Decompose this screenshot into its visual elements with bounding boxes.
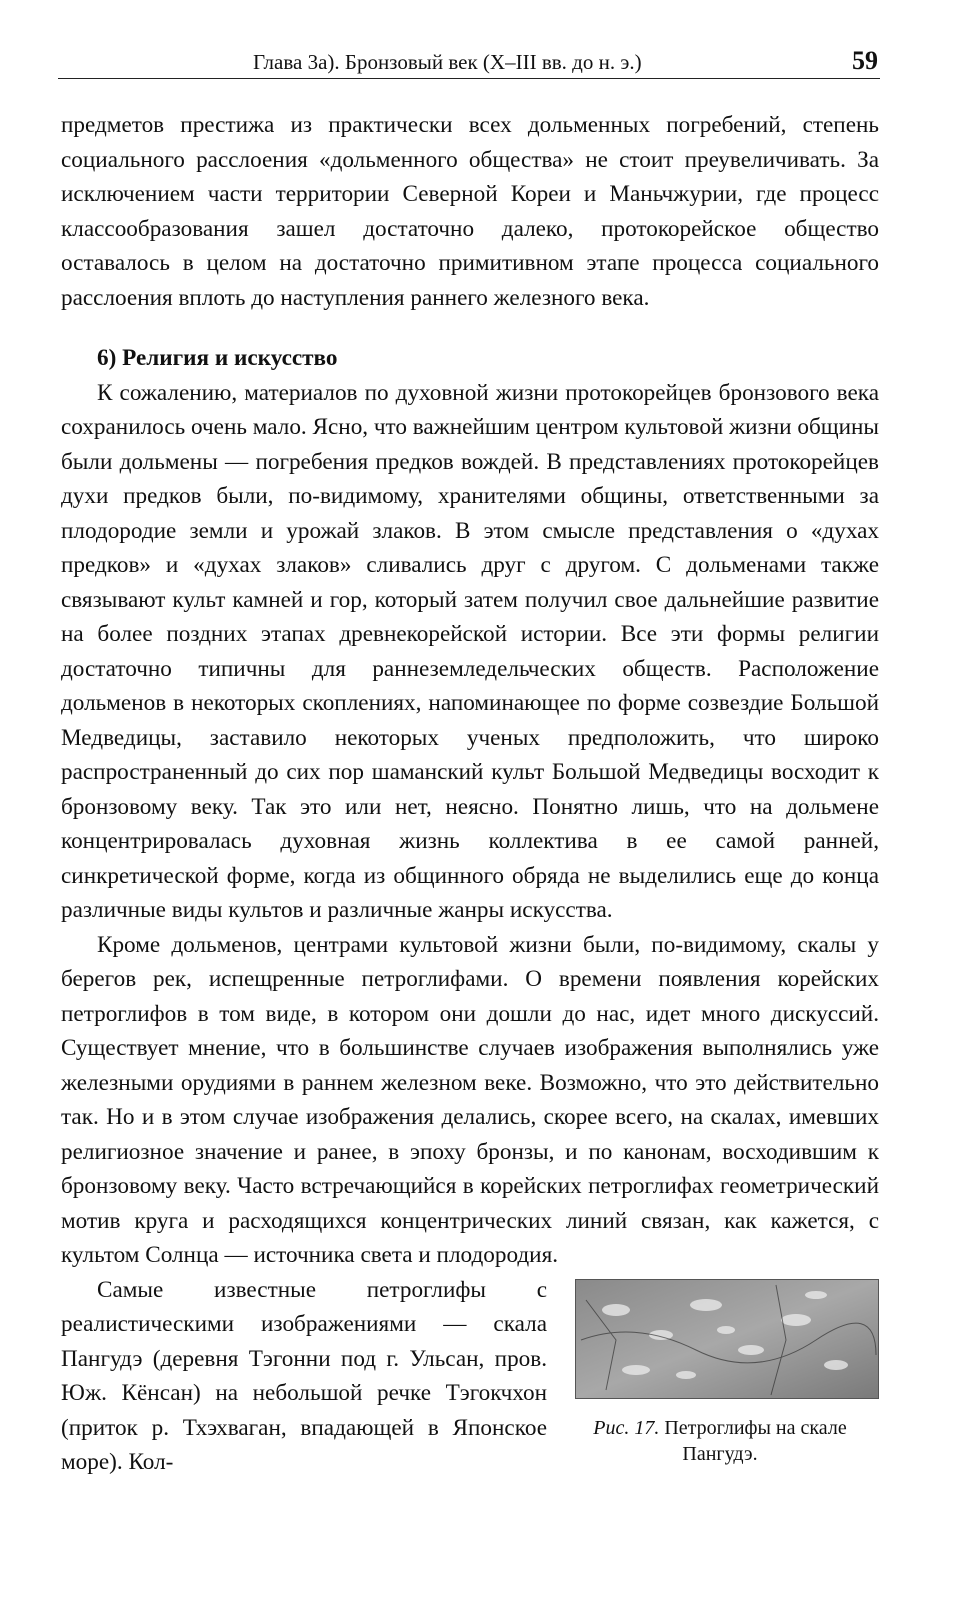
figure-17 [561,1279,879,1467]
paragraph-continued: предметов престижа из практически всех дольменных погребений, степень социального расслоения «дольменного общества» не стоит преувеличивать. За исключением части территории Северной Кореи и Маньчжурии, где процесс классообразования зашел достаточно далеко, протокорейское общество оставалось в целом на достаточно примитивном этапе процесса социального расслоения вплоть до наступления раннего железного века. [61,112,879,311]
running-header [58,44,880,79]
caption-label: Рис. 17. [593,1416,660,1439]
caption-text: Петроглифы на скале Пангудэ. [664,1416,847,1465]
section-heading: 6) Религия и искусство [97,345,338,371]
petroglyph-image [576,1280,878,1398]
page-body [61,108,879,1480]
petroglyph-photo [575,1279,879,1399]
paragraph-petroglyphs: Кроме дольменов, центрами культовой жизни были, по-видимому, скалы у берегов рек, испещренные петроглифами. О времени появления корейских петроглифов в том виде, в котором они дошли до нас, идет много дискуссий. Существует мнение, что в большинстве случаев изображения выполнялись уже железными орудиями в раннем железном веке. Возможно, что это действительно так. Но и в этом случае изображения делались, скорее всего, на скалах, имевших религиозное значение и ранее, в эпоху бронзы, и по канонам, восходившим к бронзовому веку. Часто встречающийся в корейских петроглифах геометрический мотив круга и расходящихся концентрических линий связан, как кажется, с культом Солнца — источника света и плодородия. [61,931,879,1268]
paragraph-religion: К сожалению, материалов по духовной жизни протокорейцев бронзового века сохранилось очень мало. Ясно, что важнейшим центром культовой жизни общины были дольмены — погребения предков вождей. В представлениях протокорейцев духи предков были, по-видимому, хранителями общины, ответственными за плодородие земли и урожай злаков. В этом смысле представления о «духах предков» и «духах злаков» сливались друг с другом. С дольменами также связывают культ камней и гор, который затем получил свое дальнейшие развитие на более поздних этапах древнекорейской истории. Все эти формы религии достаточно типичны для раннеземледельческих обществ. Расположение дольменов в некоторых скоплениях, напоминающее по форме созвездие Большой Медведицы, заставило некоторых ученых предположить, что широко распространенный до сих пор шаманский культ Большой Медведицы восходит к бронзовому веку. Так это или нет, неясно. Понятно лишь, что на дольмене концентрировалась духовная жизнь коллектива в ее самой ранней, синкретической форме, когда из общинного обряда не выделились еще до конца различные виды культов и различные жанры искусства. [61,379,879,923]
running-title: Глава 3а). Бронзовый век (X–III вв. до н. э.) [253,50,642,74]
page-number: 59 [852,46,878,75]
figure-caption [561,1415,879,1467]
paragraph-pangude: Самые известные петроглифы с реалистическими изображениями — скала Пангудэ (деревня Тэгонни под г. Ульсан, пров. Юж. Кёнсан) на небольшой речке Тэгокчхон (приток р. Тхэхваган, впадающей в Японское море). Кол- [61,1276,547,1475]
